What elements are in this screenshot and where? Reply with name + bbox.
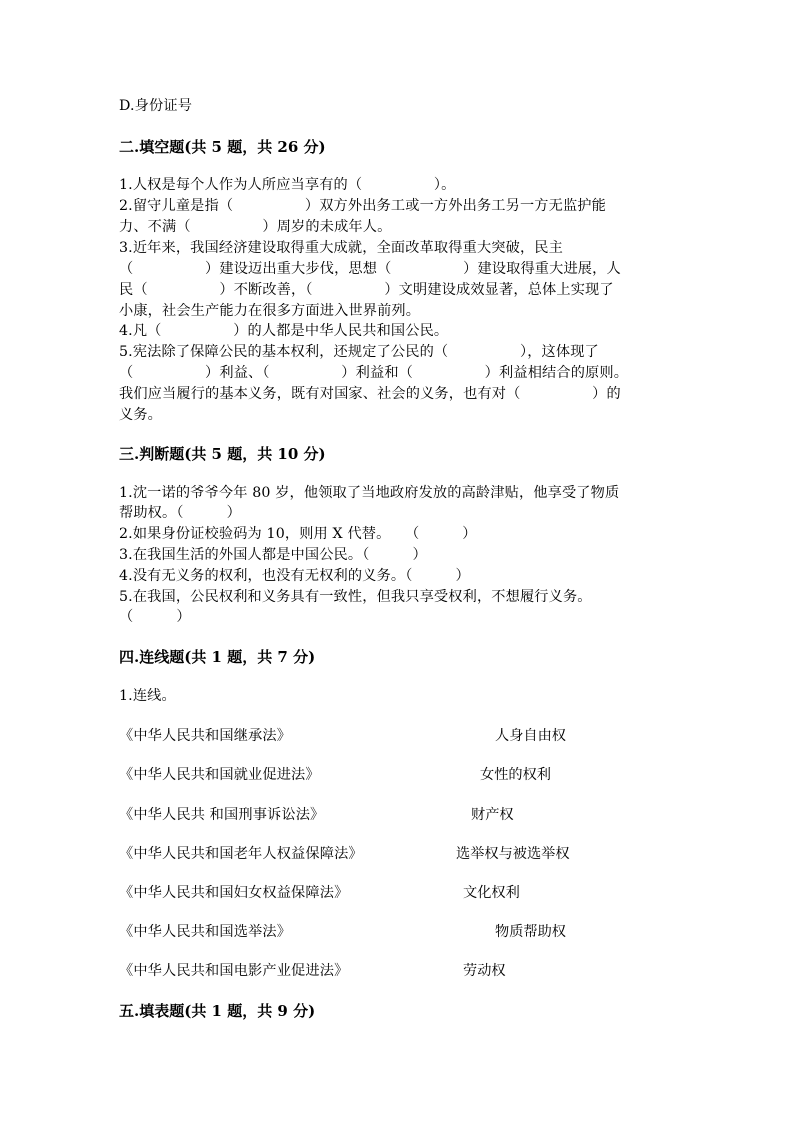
matching-left-item: 《中华人民共和国妇女权益保障法》 xyxy=(119,885,349,901)
matching-right-item: 财产权 xyxy=(471,807,514,823)
question-line: 4.凡（ ）的人都是中华人民共和国公民。 xyxy=(119,323,449,339)
question-line: （ ）建设迈出重大步伐，思想（ ）建设取得重大进展，人 xyxy=(119,261,621,277)
question-line: 5.在我国，公民权利和义务具有一致性，但我只享受权利，不想履行义务。 xyxy=(119,589,592,605)
matching-left-item: 《中华人民共和国老年人权益保障法》 xyxy=(119,846,363,862)
question-line: 民（ ）不断改善，（ ）文明建设成效显著，总体上实现了 xyxy=(119,282,614,298)
section-heading-fill-blank: 二.填空题(共 5 题，共 26 分) xyxy=(119,138,326,156)
question-line: 我们应当履行的基本义务，既有对国家、社会的义务，也有对（ ）的 xyxy=(119,386,621,402)
question-line: （ ）利益、（ ）利益和（ ）利益相结合的原则。 xyxy=(119,365,629,381)
matching-right-item: 文化权利 xyxy=(463,885,520,901)
question-line: （ ） xyxy=(119,609,191,625)
matching-right-item: 女性的权利 xyxy=(480,767,551,783)
question-line: 3.近年来，我国经济建设取得重大成就，全面改革取得重大突破，民主 xyxy=(119,240,563,256)
matching-prompt: 1.连线。 xyxy=(119,688,176,704)
section-heading-fill-table: 五.填表题(共 1 题，共 9 分) xyxy=(119,1002,316,1020)
question-line: 1.沈一诺的爷爷今年 80 岁，他领取了当地政府发放的高龄津贴，他享受了物质 xyxy=(119,485,620,501)
question-line: 小康，社会生产能力在很多方面进入世界前列。 xyxy=(119,303,421,319)
question-line: 义务。 xyxy=(119,407,163,423)
matching-right-item: 选举权与被选举权 xyxy=(456,846,570,862)
question-line: 5.宪法除了保障公民的基本权利，还规定了公民的（ ），这体现了 xyxy=(119,344,599,360)
matching-left-item: 《中华人民共和国电影产业促进法》 xyxy=(119,963,349,979)
question-line: 4.没有无义务的权利，也没有无权利的义务。（ ） xyxy=(119,568,470,584)
question-line: 3.在我国生活的外国人都是中国公民。（ ） xyxy=(119,547,427,563)
question-line: 帮助权。（ ） xyxy=(119,505,241,521)
matching-left-item: 《中华人民共和国选举法》 xyxy=(119,924,292,940)
matching-left-item: 《中华人民共和国继承法》 xyxy=(119,728,292,744)
question-line: 力、不满（ ）周岁的未成年人。 xyxy=(119,219,392,235)
matching-right-item: 人身自由权 xyxy=(495,728,566,744)
question-line: 2.留守儿童是指（ ）双方外出务工或一方外出务工另一方无监护能 xyxy=(119,198,606,214)
matching-right-item: 劳动权 xyxy=(463,963,506,979)
matching-left-item: 《中华人民共 和国刑事诉讼法》 xyxy=(119,807,325,823)
section-heading-true-false: 三.判断题(共 5 题，共 10 分) xyxy=(119,445,326,463)
question-line: 2.如果身份证校验码为 10，则用 X 代替。 （ ） xyxy=(119,526,477,542)
question-line: 1.人权是每个人作为人所应当享有的（ ）。 xyxy=(119,177,456,193)
section-heading-matching: 四.连线题(共 1 题，共 7 分) xyxy=(119,648,316,666)
matching-right-item: 物质帮助权 xyxy=(495,924,566,940)
matching-left-item: 《中华人民共和国就业促进法》 xyxy=(119,767,320,783)
option-d: D.身份证号 xyxy=(119,98,193,114)
